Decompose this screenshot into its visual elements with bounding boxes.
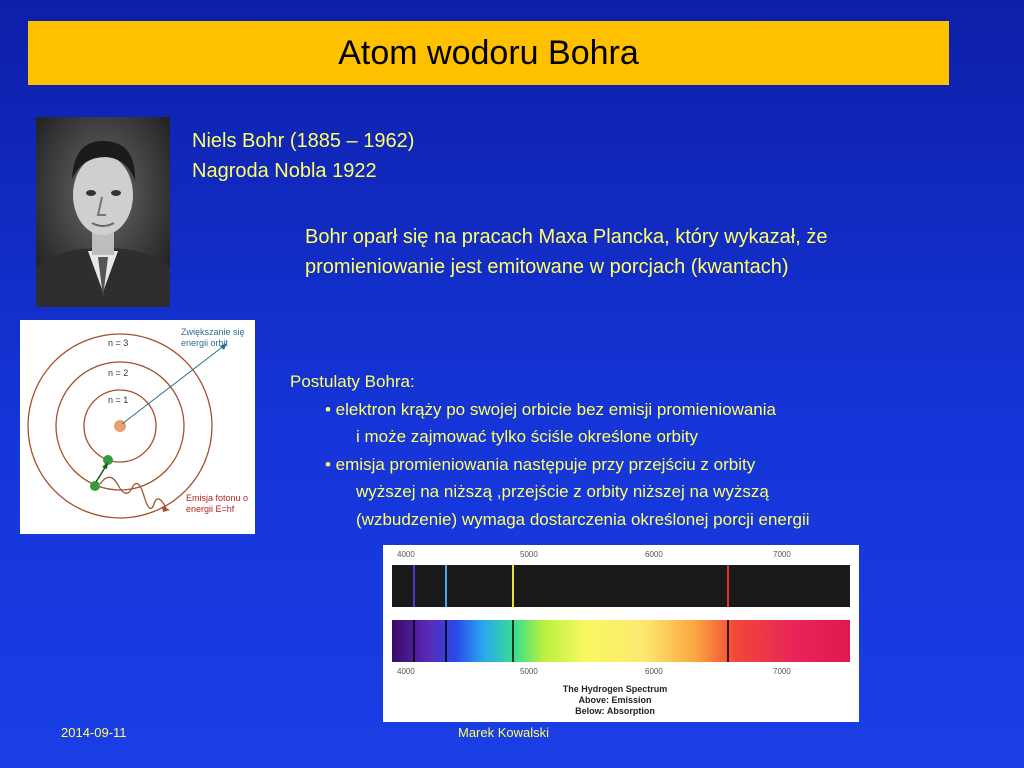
orbit-diagram [20, 320, 255, 534]
footer-date: 2014-09-11 [61, 725, 127, 740]
postulate-2-line3: (wzbudzenie) wymaga dostarczenia określonej porcji energii [356, 509, 810, 529]
top-tick-6000: 6000 [645, 550, 663, 559]
electron-upper-icon [103, 455, 113, 465]
arrow-label-line2: energii orbit [181, 338, 229, 348]
postulate-2-line1: • emisja promieniowania następuje przy przejściu z orbity [325, 454, 756, 474]
spectrum-caption-line1: The Hydrogen Spectrum [562, 684, 668, 694]
bottom-tick-6000: 6000 [645, 667, 663, 676]
intro-paragraph: Bohr oparł się na pracach Maxa Plancka, który wykazał, że promieniowanie jest emitowane w porcjach (kwantach) [305, 226, 828, 278]
bottom-tick-5000: 5000 [520, 667, 538, 676]
bottom-tick-4000: 4000 [397, 667, 415, 676]
top-tick-4000: 4000 [397, 550, 415, 559]
postulates-block [290, 368, 990, 533]
absorption-band [392, 620, 850, 662]
postulate-1-line2: i może zajmować tylko ściśle określone orbity [356, 427, 699, 446]
photon-label-line1: Emisja fotonu o [186, 493, 249, 503]
spectrum-caption-line3: Below: Absorption [575, 706, 655, 716]
bio-block [192, 126, 414, 186]
postulates-heading: Postulaty Bohra: [290, 372, 415, 391]
postulate-2-line2: wyższej na niższą ,przejście z orbity niższej na wyższą [356, 482, 769, 501]
bohr-portrait-image [36, 117, 170, 307]
bio-nobel-prize: Nagroda Nobla 1922 [192, 160, 377, 182]
postulate-1-line1: • elektron krąży po swojej orbicie bez emisji promieniowania [325, 399, 776, 419]
emission-band [392, 565, 850, 607]
bio-name-dates: Niels Bohr (1885 – 1962) [192, 130, 415, 152]
electron-lower-icon [90, 481, 100, 491]
orbit-label-n3: n = 3 [108, 338, 129, 348]
orbit-label-n1: n = 1 [108, 395, 129, 405]
hydrogen-spectrum-image [383, 545, 859, 722]
slide-title: Atom wodoru Bohra [338, 33, 639, 72]
footer-author: Marek Kowalski [458, 725, 550, 740]
top-tick-7000: 7000 [773, 550, 791, 559]
title-bar [28, 21, 949, 85]
spectrum-caption-line2: Above: Emission [578, 695, 652, 705]
top-tick-5000: 5000 [520, 550, 538, 559]
arrow-label-line1: Zwiększanie się [181, 327, 245, 337]
orbit-label-n2: n = 2 [108, 368, 129, 378]
bottom-tick-7000: 7000 [773, 667, 791, 676]
photon-label-line2: energii E=hf [186, 504, 235, 514]
